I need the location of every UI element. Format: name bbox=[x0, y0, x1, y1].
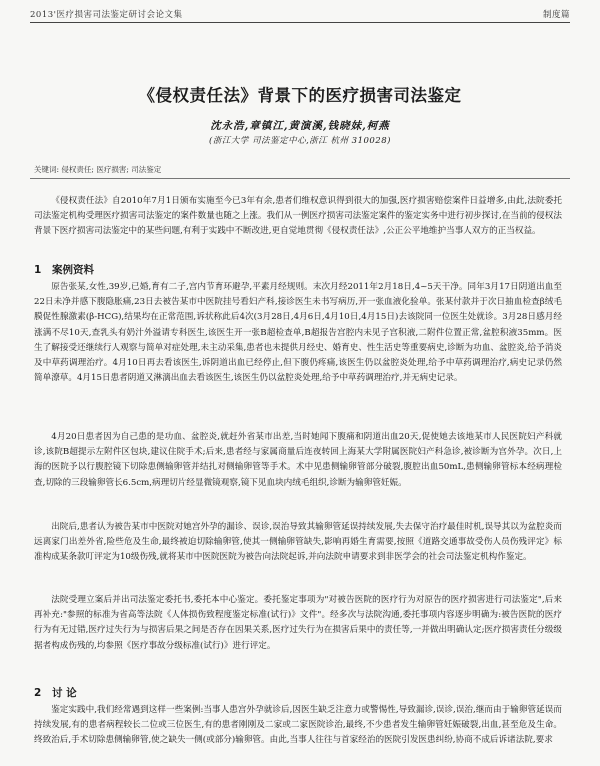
header-rule bbox=[30, 22, 570, 23]
section-number: 1 bbox=[34, 264, 42, 276]
case-paragraph: 法院受理立案后并出司法鉴定委托书,委托本中心鉴定。委托鉴定事项为"对被告医院的医疗行为对原告的医疗损害进行司法鉴定",后来再补充:"参照的标准为省高等法院《人体损伤致程度鉴定标准(试行)》文件"。经多次与法院沟通,委托事项内容逐步明确为:被告医院的医疗行为有无过错,医疗过失行为与损害后果之间是否存在因果关系,医疗过失行为在损害后果中的责任等,一并做出明确认定;医疗损害责任分级级据者构成伤残的,均参照《医疗事故分级标准(试行)》进行评定。 bbox=[34, 595, 562, 651]
running-header-left: 2013'医疗损害司法鉴定研讨会论文集 bbox=[30, 10, 183, 20]
keywords: 关键词: 侵权责任; 医疗损害; 司法鉴定 bbox=[34, 165, 162, 174]
affiliation: (浙江大学 司法鉴定中心,浙江 杭州 310028) bbox=[209, 136, 391, 146]
section-number: 2 bbox=[34, 687, 42, 699]
section-heading-1 bbox=[34, 262, 94, 277]
case-paragraph: 原告张某,女性,39岁,已婚,育有二子,宫内节育环避孕,平素月经规则。末次月经2011年2月18日,4~5天干净。同年3月17日阴道出血至22日未净并感下腹隐胀痛,23日去被告某市中医院挂号看妇产科,接诊医生未书写病历,开一张血液化验单。张某付款并于次日抽血检查β绒毛膜促性腺激素(β-HCG),结果均在正常范围,诉状称此后4次(3月28日,4月6日,4月10日,4月15日)去该院同一位医生处就诊。3月28日感月经涨满不尽10天,查乳头有奶汁外溢请专科医生,该医生开一张B超检查单,B超报告宫腔内未见子宫积液,二附件位置正常,盆腔积液35mm。医生了解接受还继续行人观察与简单对症处理,未主动采集,患者也未提供月经史、婚育史、性生活史等重要病史,诊断为功血、盆腔炎,给予消炎及中草药调理治疗。4月10日再去看该医生,诉阴道出血已经停止,但下腹仍疼痛,该医生仍以盆腔炎处理,给予中草药调理治疗,病史记录仍然简单潦草。4月15日患者阴道又淋漓出血去看该医生,该医生仍以盆腔炎处理,给予中草药调理治疗,并无病史记录。 bbox=[34, 282, 562, 384]
authors: 沈永浩,章镇江,黄演溪,钱晓妹,柯燕 bbox=[210, 120, 390, 132]
section-title: 讨 论 bbox=[52, 687, 77, 699]
section-heading-2 bbox=[34, 685, 77, 700]
discussion-paragraph: 鉴定实践中,我们经常遇到这样一些案例:当事人患宫外孕就诊后,因医生缺乏注意力或警惕性,导致漏诊,误诊,误治,继而由于输卵管延误而持续发展,有的患者病程较长二位或三位医生,有的患者刚刚及二家或二家医院诊治,最终,不少患者发生输卵管妊娠破裂,出血,甚至危及生命。终致治后,手术切除患侧输卵管,使之缺失一侧(或部分)输卵管。由此,当事人往往与首家经治的医院引发医患纠纷,协商不成后诉诸法院,要求 bbox=[34, 705, 562, 746]
paper-title: 《侵权责任法》背景下的医疗损害司法鉴定 bbox=[138, 86, 462, 105]
case-paragraph: 出院后,患者认为被告某市中医院对她宫外孕的漏诊、误诊,误治导致其输卵管延误持续发展,失去保守治疗最佳时机,误导其以为盆腔炎而远离家门出差外省,险些危及生命,最终被迫切除输卵管,使其一侧输卵管缺失,影响再婚生育需要,按照《道路交通事故受伤人员伤残评定》标准构成某条款叮评定为10级伤残,就将某市中医院医院为被告向法院起诉,并向法院申请要求到非医学会的社会司法鉴定机构作鉴定。 bbox=[34, 522, 562, 563]
running-header bbox=[30, 8, 570, 22]
abstract-paragraph: 《侵权责任法》自2010年7月1日颁布实施至今已3年有余,患者们维权意识得到很大的加强,医疗损害赔偿案件日益增多,由此,法院委托司法鉴定机构受理医疗损害司法鉴定的案件数量也随之上涨。我们从一例医疗损害司法鉴定案件的鉴定实务中进行初步探讨,在当前的侵权法背景下医疗损害司法鉴定中的某些问题,有利于实践中不断改进,更自觉地贯彻《侵权责任法》,公正公平地维护当事人双方的正当权益。 bbox=[34, 196, 562, 237]
running-header-right: 制度篇 bbox=[542, 10, 570, 20]
case-paragraph: 4月20日患者因为自己患的是功血、盆腔炎,就赶外省某市出差,当时她闻下腹痛和阴道出血20天,促使她去该地某市人民医院妇产科就诊,该院B超提示左附件区包块,建议住院手术;后来,患者经与家属商量后连夜转回上海某大学附属医院妇产科急诊,被诊断为宫外孕。次日,上海的医院予以行腹腔镜下切除患侧输卵管并结扎对侧输卵管等手术。术中见患侧输卵管部分破裂,腹腔出血50mL,患侧输卵管标本经病理检查,切除的三段输卵管长6.5cm,病理切片经显微镜观察,镜下见血块内绒毛组织,诊断为输卵管妊娠。 bbox=[34, 432, 562, 488]
section-title: 案例资料 bbox=[52, 264, 94, 276]
keywords-rule bbox=[30, 178, 570, 179]
